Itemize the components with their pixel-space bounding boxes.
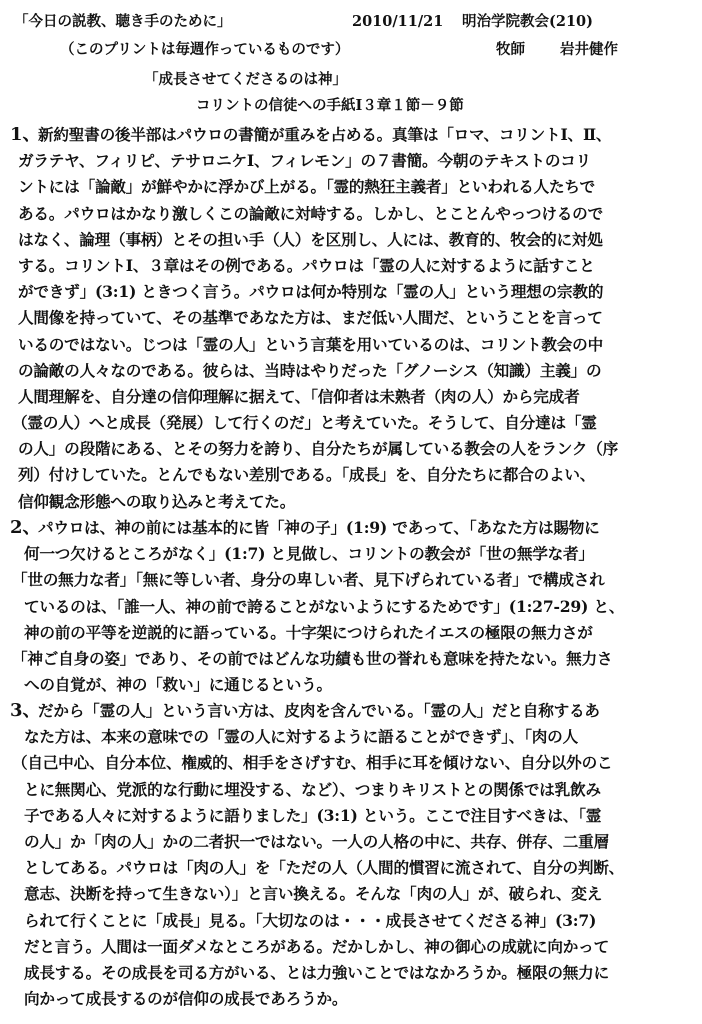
- text-line: 意志、決断を持って生きない）」と言い換える。そんな「肉の人」が、破られ、変え: [24, 884, 603, 904]
- text-line: 新約聖書の後半部はパウロの書簡が重みを占める。真筆は「ロマ、コリントⅠ、Ⅱ、: [38, 125, 612, 144]
- text-line: （霊の人）へと成長（発展）して行くのだ」と考えていた。そうして、自分達は「霊: [12, 413, 597, 433]
- section-body: [10, 515, 694, 698]
- pastor-name: 岩井健作: [560, 41, 618, 58]
- text-line: なた方は、本来の意味での「霊の人に対するように語ることができず」、「肉の人: [24, 727, 578, 747]
- sermon-date: 2010/11/21: [352, 13, 444, 30]
- section-body: [10, 698, 694, 1012]
- text-line: への自覚が、神の「救い」に通じるという。: [24, 675, 332, 695]
- text-line: だから「霊の人」という言い方は、皮肉を含んでいる。「霊の人」だと自称するあ: [38, 701, 600, 720]
- text-line: はなく、論理（事柄）とその担い手（人）を区別し、人には、教育的、牧会的に対処: [18, 229, 603, 249]
- text-line: ができず」(3:1) ときつく言う。パウロは何か特別な「霊の人」という理想の宗教的: [18, 282, 604, 302]
- scripture-reference: コリントの信徒への手紙Ⅰ３章１節－９節: [196, 97, 464, 114]
- section-1: [10, 122, 694, 515]
- pastor-role: 牧師: [496, 41, 525, 58]
- text-line: ガラテヤ、フィリピ、テサロニケⅠ、フィレモン」の７書簡。今朝のテキストのコリ: [18, 151, 592, 171]
- text-line: 子である人々に対するように語りました」(3:1) という。ここで注目すべきは、「霊: [24, 805, 602, 825]
- text-line: 「世の無力な者」「無に等しい者、身分の卑しい者、見下げられている者」で構成され: [12, 570, 605, 590]
- text-line: 信仰観念形態への取り込みと考えてた。: [18, 491, 296, 511]
- text-line: の論敵の人々なのである。彼らは、当時はやりだった「グノーシス（知識）主義」の: [18, 360, 602, 380]
- handout-series-title: 「今日の説教、聴き手のために」: [14, 13, 232, 30]
- text-line: とに無関心、党派的な行動に埋没する、など）、つまりキリストとの関係では乳飲み: [24, 779, 601, 799]
- section-number: 2、: [10, 517, 41, 538]
- text-line: 成長する。その成長を司る方がいる、とは力強いことではなかろうか。極限の無力に: [24, 962, 609, 982]
- church-name: 明治学院教会(210): [462, 13, 593, 30]
- text-line: 人間像を持っていて、その基準であなた方は、まだ低い人間だ、ということを言って: [18, 308, 603, 328]
- text-line: の人」の段階にある、とその努力を誇り、自分たちが属している教会の人をランク（序: [18, 439, 619, 459]
- section-number: 1、: [10, 124, 41, 145]
- text-line: （自己中心、自分本位、権威的、相手をさげすむ、相手に耳を傾けない、自分以外のこ: [12, 753, 613, 773]
- text-line: する。コリントⅠ、３章はその例である。パウロは「霊の人に対するように話すこと: [18, 255, 595, 275]
- text-line: としてある。パウロは「肉の人」を「ただの人（人間的慣習に流されて、自分の判断、: [24, 858, 625, 878]
- text-line: 向かって成長するのが信仰の成長であろうか。: [24, 989, 348, 1009]
- text-line: いるのではない。じつは「霊の人」という言葉を用いているのは、コリント教会の中: [18, 334, 603, 354]
- text-line: ある。パウロはかなり激しくこの論敵に対峙する。しかし、とことんやっつけるので: [18, 203, 603, 223]
- section-number: 3、: [10, 700, 41, 721]
- text-line: の人」か「肉の人」かの二者択一ではない。一人の人格の中に、共存、併存、二重層: [24, 831, 609, 851]
- text-line: 列）付けしていた。とんでもない差別である。「成長」を、自分たちに都合のよい、: [18, 465, 596, 485]
- text-line: ントには「論敵」が鮮やかに浮かび上がる。「霊的熱狂主義者」といわれる人たちで: [18, 177, 596, 197]
- handout-note: （このプリントは毎週作っているものです）: [60, 41, 350, 58]
- text-line: パウロは、神の前には基本的に皆「神の子」(1:9) であって、「あなた方は賜物に: [38, 518, 600, 537]
- section-body: [10, 122, 694, 515]
- section-2: [10, 515, 694, 698]
- text-line: 神の前の平等を逆説的に語っている。十字架につけられたイエスの極限の無力さが: [24, 622, 593, 642]
- text-line: られて行くことに「成長」見る。「大切なのは・・・成長させてくださる神」(3:7): [24, 910, 597, 930]
- text-line: ているのは、「誰一人、神の前で誇ることがないようにするためです」(1:27-29) と、: [24, 596, 625, 616]
- section-3: [10, 698, 694, 1012]
- text-line: 何一つ欠けるところがなく」(1:7) と見做し、コリントの教会が「世の無学な者」: [24, 544, 594, 564]
- text-line: 人間理解を、自分達の信仰理解に据えて、「信仰者は未熟者（肉の人）から完成者: [18, 386, 580, 406]
- text-line: だと言う。人間は一面ダメなところがある。だかしかし、神の御心の成就に向かって: [24, 936, 609, 956]
- text-line: 「神ご自身の姿」であり、その前ではどんな功績も世の誉れも意味を持たない。無力さ: [12, 648, 613, 668]
- sermon-title: 「成長させてくださるのは神」: [144, 71, 347, 88]
